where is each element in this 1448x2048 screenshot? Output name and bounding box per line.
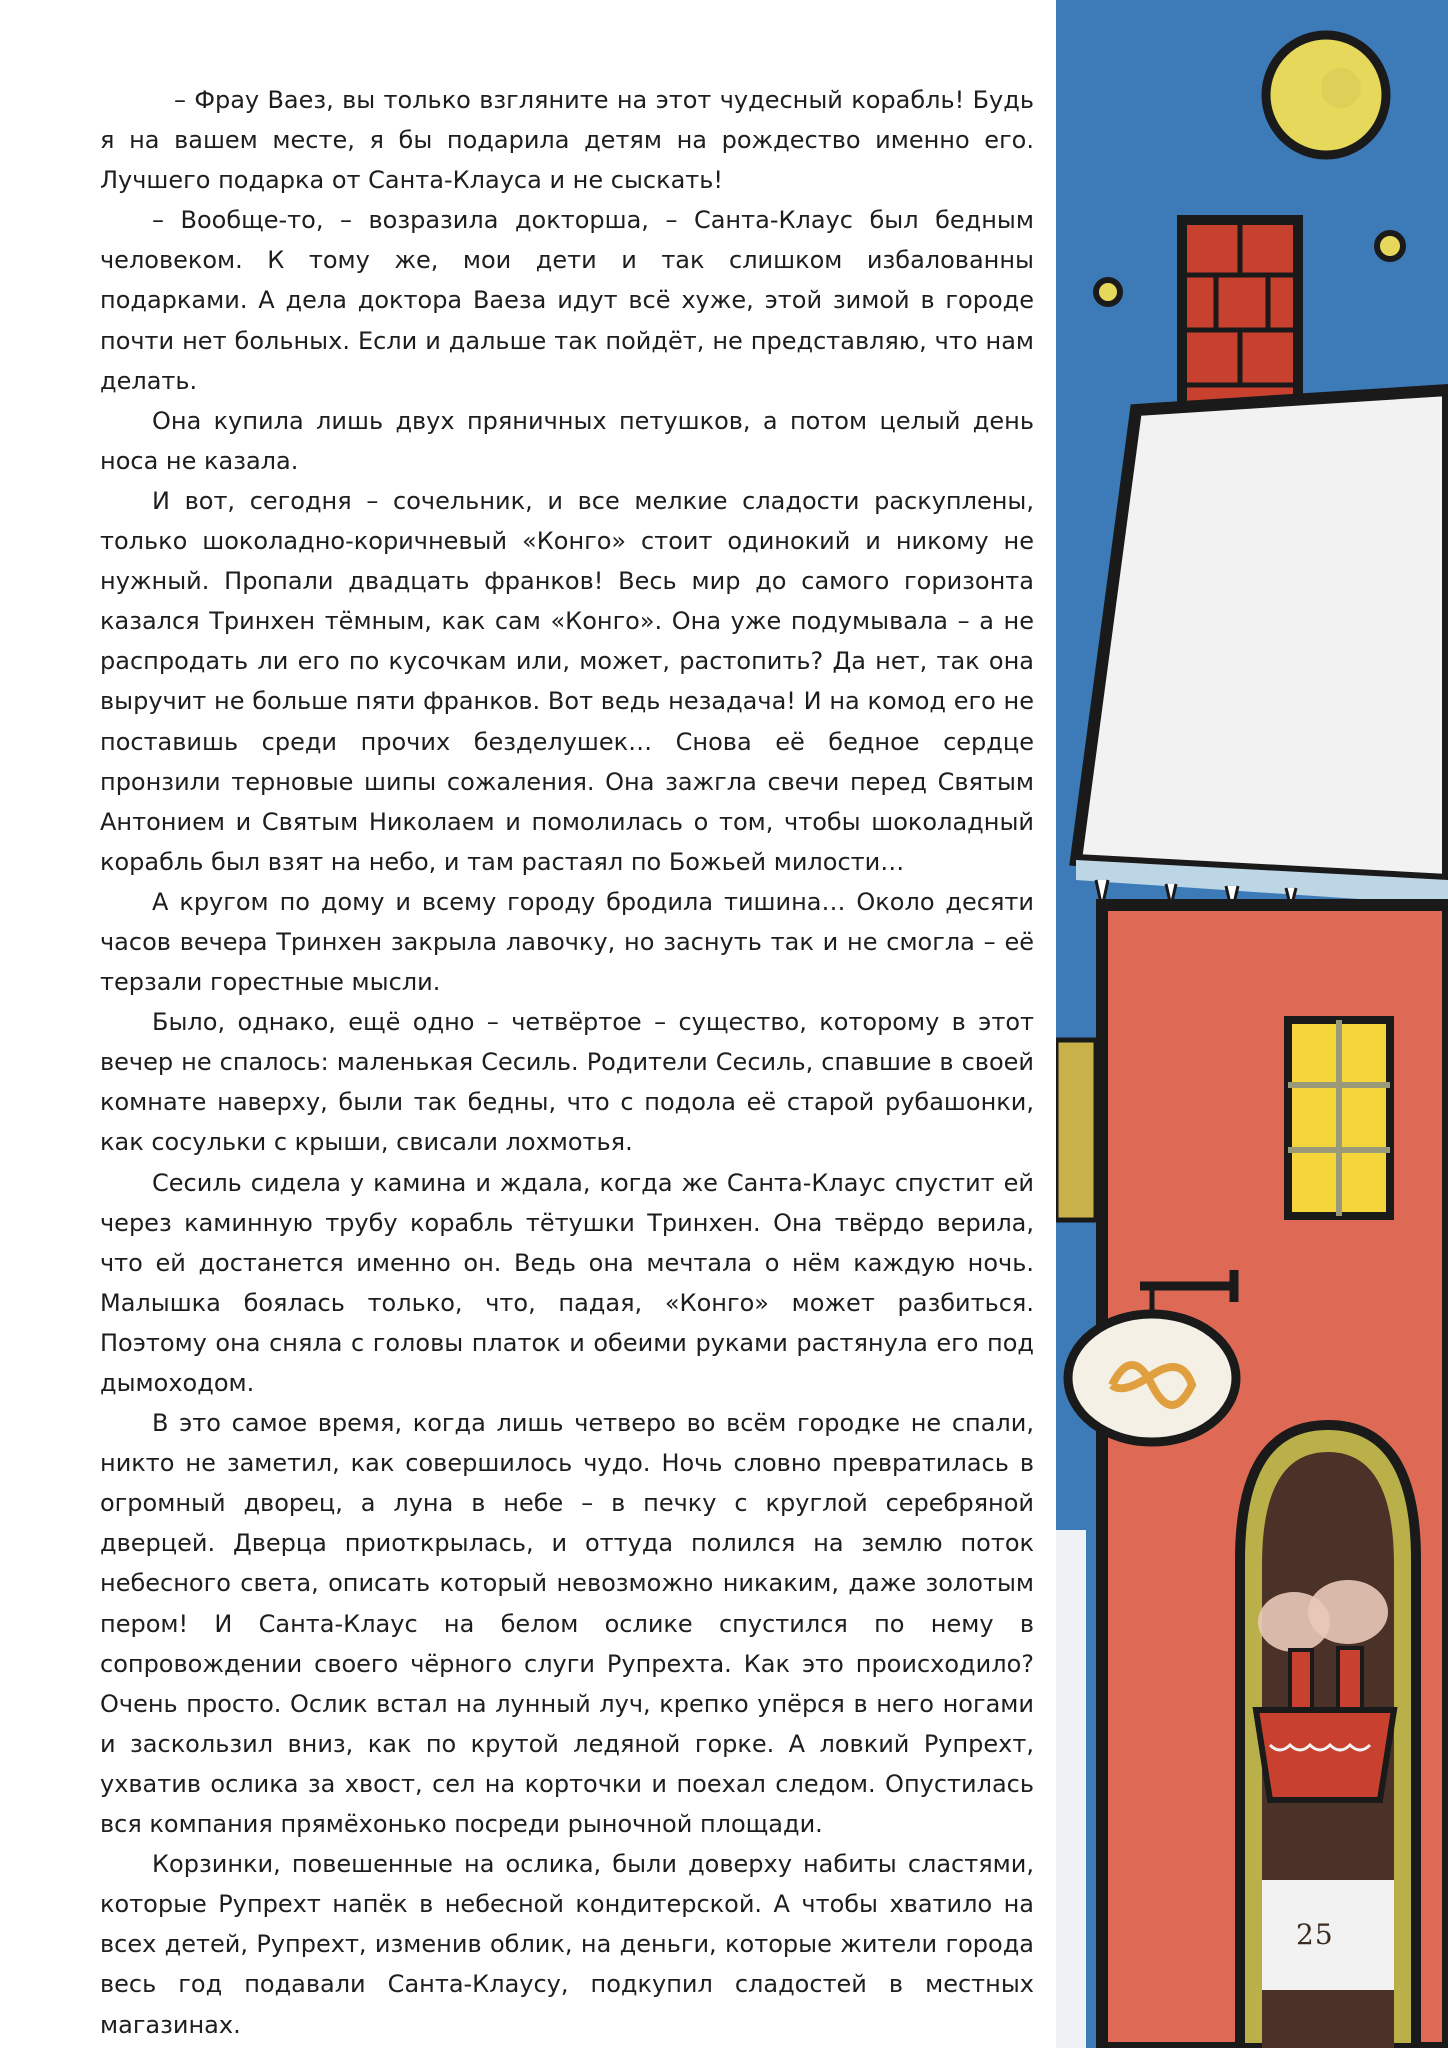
snowy-roof bbox=[1076, 390, 1448, 880]
pretzel-sign-icon bbox=[1068, 1314, 1236, 1442]
moon-icon bbox=[1266, 35, 1386, 155]
story-text bbox=[100, 80, 1034, 2045]
paragraph-8: В это самое время, когда лишь четверо во всём городке не спали, никто не заметил, как совершилось чудо. Ночь словно превратилась в огромный дворец, а луна в небе – в печку с круглой серебряной дверцей. Дверца приоткрылась, и оттуда полился на землю поток небесного света, описать который невозможно никаким, даже золотым пером! И Санта-Клаус на белом ослике спустился по нему в сопровождении своего чёрного слуги Рупрехта. Как это происходило? Очень просто. Ослик встал на лунный луч, крепко упёрся в него ногами и заскользил вниз, как по крутой ледяной горке. А ловкий Рупрехт, ухватив ослика за хвост, сел на корточки и поехал следом. Опустилась вся компания прямёхонько посреди рыночной площади. bbox=[100, 1409, 1034, 1839]
paragraph-3: Она купила лишь двух пряничных петушков, а потом целый день носа не казала. bbox=[100, 406, 1034, 475]
house-illustration bbox=[1056, 0, 1448, 2048]
paragraph-9: Корзинки, повешенные на ослика, были доверху набиты сластями, которые Рупрехт напёк в небесной кондитерской. А чтобы хватило на всех детей, Рупрехт, изменив облик, на деньги, которые жители города весь год подавали Санта-Клаусу, подкупил сладостей в местных магазинах. bbox=[100, 1850, 1034, 2039]
paragraph-5: А кругом по дому и всему городу бродила тишина… Около десяти часов вечера Тринхен закрыла лавочку, но заснуть так и не смогла – её терзали горестные мысли. bbox=[100, 887, 1034, 997]
window bbox=[1288, 1020, 1390, 1216]
page-number: 25 bbox=[1296, 1918, 1334, 1951]
paragraph-7: Сесиль сидела у камина и ждала, когда же Санта-Клаус спустит ей через каминную трубу корабль тётушки Тринхен. Она твёрдо верила, что ей достанется именно он. Ведь она мечтала о нём каждую ночь. Малышка боялась только, что, падая, «Конго» может разбиться. Поэтому она сняла с головы платок и обеими руками растянула его под дымоходом. bbox=[100, 1168, 1034, 1397]
paragraph-4: И вот, сегодня – сочельник, и все мелкие сладости раскуплены, только шоколадно-коричневый «Конго» стоит одинокий и никому не нужный. Пропали двадцать франков! Весь мир до самого горизонта казался Тринхен тёмным, как сам «Конго». Она уже подумывала – а не распродать ли его по кусочкам или, может, растопить? Да нет, так она выручит не больше пяти франков. Вот ведь незадача! И на комод его не поставишь среди прочих безделушек… Снова её бедное сердце пронзили терновые шипы сожаления. Она зажгла свечи перед Святым Антонием и Святым Николаем и помолилась о том, чтобы шоколадный корабль был взят на небо, и там растаял по Божьей милости… bbox=[100, 486, 1034, 876]
paragraph-2: – Вообще-то, – возразила докторша, – Санта-Клаус был бедным человеком. К тому же, мои дети и так слишком избалованны подарками. А дела доктора Ваеза идут всё хуже, этой зимой в городе почти нет больных. Если и дальше так пойдёт, не представляю, что нам делать. bbox=[100, 206, 1034, 395]
paragraph-6: Было, однако, ещё одно – четвёртое – существо, которому в этот вечер не спалось: маленькая Сесиль. Родители Сесиль, спавшие в своей комнате наверху, были так бедны, что с подола её старой рубашонки, как сосульки с крыши, свисали лохмотья. bbox=[100, 1008, 1034, 1157]
paragraph-1: – Фрау Ваез, вы только взгляните на этот чудесный корабль! Будь я на вашем месте, я бы подарила детям на рождество именно его. Лучшего подарка от Санта-Клауса и не сыскать! bbox=[100, 86, 1034, 195]
